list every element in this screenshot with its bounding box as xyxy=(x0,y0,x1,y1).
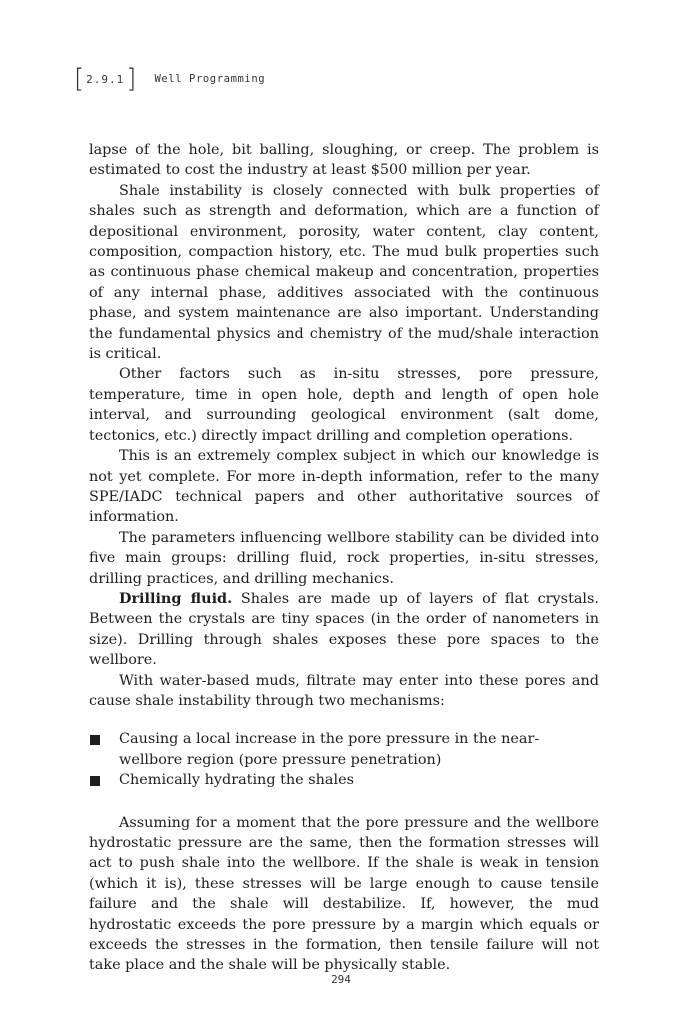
chapter-title: Well Programming xyxy=(154,73,266,85)
page-number: 294 xyxy=(331,973,351,986)
paragraph-continued: lapse of the hole, bit balling, sloughing, or creep. The problem is estimated to cost the industry at least $500 million per year. xyxy=(89,142,599,179)
square-bullet-icon xyxy=(90,776,100,786)
paragraph-closing: Assuming for a moment that the pore pressure and the wellbore hydrostatic pressure are the same, then the formation stresses will act to push shale into the wellbore. If the shale is weak in tension (which it is), these stresses will be large enough to cause tensile failure and the shale will destabilize. If, however, the mud hydrostatic exceeds the pore pressure by a margin which equals or exceeds the stresses in the formation, then tensile failure will not take place and the shale will be physically stable. xyxy=(89,814,599,974)
paragraph-shale-instability: Shale instability is closely connected with bulk properties of shales such as strength and deformation, which are a function of depositional environment, porosity, water content, clay content, composition, compaction history, etc. The mud bulk properties such as continuous phase chemical makeup and concentration, properties of any internal phase, additives associated with the continuous phase, and system maintenance are also important. Understanding the fundamental physics and chemistry of the mud/shale interaction is critical. xyxy=(89,182,599,363)
paragraph-other-factors: Other factors such as in-situ stresses, pore pressure, temperature, time in open hole, depth and length of open hole interval, and surrounding geological environment (salt dome, tectonics, etc.) directly impact drilling and completion operations. xyxy=(89,366,599,444)
list-item-text: Causing a local increase in the pore pressure in the near-wellbore region (pore pressure penetration) xyxy=(119,731,540,768)
paragraph-water-based: With water-based muds, filtrate may enter into these pores and cause shale instability through two mechanisms: xyxy=(89,672,599,709)
bullet-list xyxy=(89,729,599,790)
list-item xyxy=(89,729,599,770)
paragraph-complex-subject: This is an extremely complex subject in which our knowledge is not yet complete. For more in-depth information, refer to the many SPE/IADC technical papers and other authoritative sources of information. xyxy=(89,448,599,526)
run-in-heading: Drilling fluid. xyxy=(119,589,233,607)
paragraph-drilling-fluid xyxy=(89,589,599,671)
header-bracket-close: ] xyxy=(126,64,137,94)
paragraph-parameters: The parameters influencing wellbore stability can be divided into five main groups: drilling fluid, rock properties, in-situ stresses, drilling practices, and drilling mechanics. xyxy=(89,529,599,587)
list-item-text: Chemically hydrating the shales xyxy=(119,772,354,789)
list-item xyxy=(89,770,599,790)
header-bracket-open: [ xyxy=(74,64,85,94)
square-bullet-icon xyxy=(90,735,100,745)
drilling-fluid-text: Shales are made up of layers of flat crystals. Between the crystals are tiny spaces (in the order of nanometers in size). Drilling through shales exposes these pore spaces to the wellbore. xyxy=(89,590,599,669)
running-header xyxy=(74,64,265,94)
section-number: 2.9.1 xyxy=(86,72,125,86)
page-body xyxy=(89,140,599,976)
